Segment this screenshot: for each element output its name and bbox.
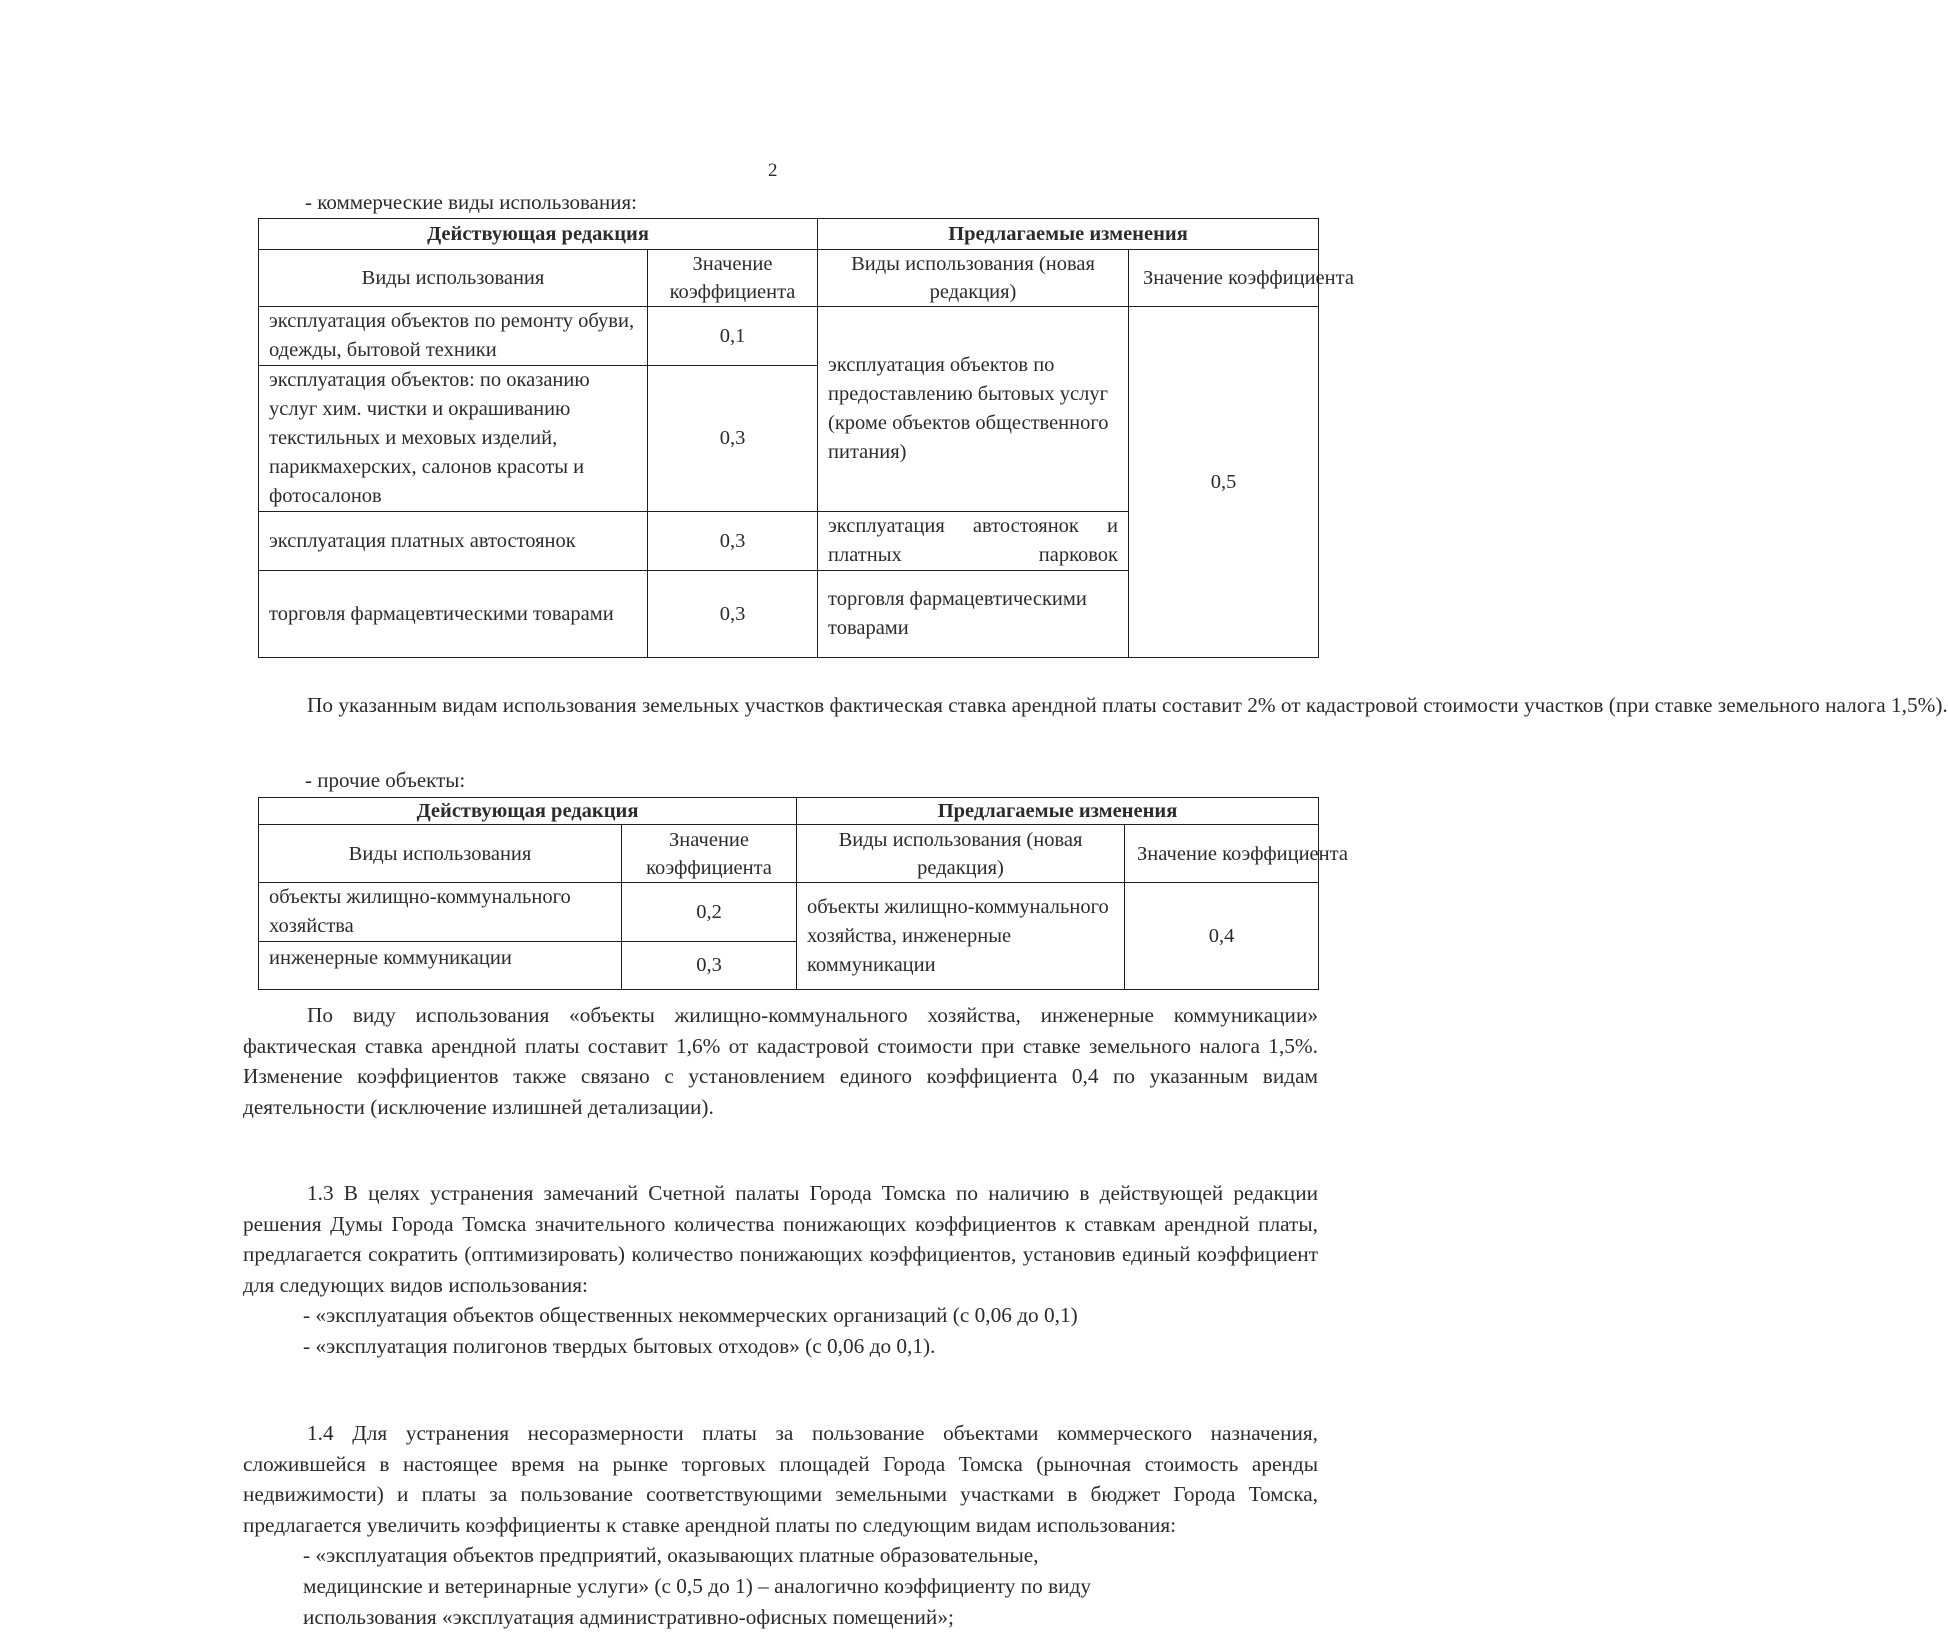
- page-number: 2: [768, 160, 778, 181]
- table-cell-new-use: эксплуатация объектов по предоставлению бытовых услуг (кроме объектов общественного питания): [818, 307, 1129, 512]
- header-proposed-changes: Предлагаемые изменения: [818, 219, 1319, 250]
- paragraph-text: По указанным видам использования земельных участков фактическая ставка арендной платы составит 2% от кадастровой стоимости участков (при ставке земельного налога 1,5%).: [307, 693, 1948, 717]
- section-label-commercial: - коммерческие виды использования:: [305, 190, 637, 214]
- table-cell-coefficient: 0,3: [648, 512, 818, 571]
- column-header-coefficient-new: Значение коэффициента: [1125, 825, 1319, 883]
- other-objects-coefficients-table: [258, 797, 1348, 990]
- column-header-use-new: Виды использования (новая редакция): [818, 250, 1129, 307]
- paragraph-rate-other: [243, 1000, 1318, 1122]
- list-item-continuation: использования «эксплуатация административно-офисных помещений»;: [303, 1604, 954, 1629]
- list-item: - «эксплуатация полигонов твердых бытовых отходов» (с 0,06 до 0,1).: [303, 1333, 936, 1358]
- list-item: - «эксплуатация объектов предприятий, оказывающих платные образовательные,: [303, 1543, 1039, 1568]
- column-header-use: Виды использования: [259, 250, 648, 307]
- table-cell-coefficient: 0,3: [648, 366, 818, 512]
- paragraph-text: 1.3 В целях устранения замечаний Счетной палаты Города Томска по наличию в действующей редакции решения Думы Города Томска значительного количества понижающих коэффициентов к ставкам арендной платы, предлагается сократить (оптимизировать) количество понижающих коэффициентов, установив единый коэффициент для следующих видов использования:: [243, 1181, 1318, 1297]
- table-cell-coefficient: 0,2: [622, 883, 797, 942]
- table-cell-coefficient: 0,3: [622, 942, 797, 990]
- column-header-coefficient-new: Значение коэффициента: [1129, 250, 1319, 307]
- commercial-coefficients-table: [258, 218, 1354, 658]
- list-item-continuation: медицинские и ветеринарные услуги» (с 0,5 до 1) – аналогично коэффициенту по виду: [303, 1573, 1092, 1598]
- table-cell-new-use: объекты жилищно-коммунального хозяйства, инженерные коммуникации: [797, 883, 1125, 990]
- table-cell-new-coefficient: 0,4: [1125, 883, 1319, 990]
- header-current-edition: Действующая редакция: [259, 219, 818, 250]
- paragraph-text: 1.4 Для устранения несоразмерности платы за пользование объектами коммерческого назначения, сложившейся в настоящее время на рынке торговых площадей Города Томска (рыночная стоимость аренды недвижимости) и платы за пользование соответствующими земельными участками в бюджет Города Томска, предлагается увеличить коэффициенты к ставке арендной платы по следующим видам использования:: [243, 1421, 1318, 1537]
- table-cell-use: эксплуатация объектов по ремонту обуви, одежды, бытовой техники: [259, 307, 648, 366]
- table-cell-new-coefficient: 0,5: [1129, 307, 1319, 658]
- table-cell-coefficient: 0,1: [648, 307, 818, 366]
- paragraph-1-3: [243, 1178, 1318, 1362]
- table-cell-new-use: торговля фармацевтическими товарами: [818, 571, 1129, 658]
- column-header-use-new: Виды использования (новая редакция): [797, 825, 1125, 883]
- table-cell-new-use: эксплуатация автостоянок и платных парковок: [818, 512, 1129, 571]
- table-cell-use: инженерные коммуникации: [259, 942, 622, 990]
- table-cell-use: эксплуатация платных автостоянок: [259, 512, 648, 571]
- list-item: - «эксплуатация объектов общественных некоммерческих организаций (с 0,06 до 0,1): [303, 1303, 1078, 1328]
- table-cell-use: торговля фармацевтическими товарами: [259, 571, 648, 658]
- section-label-other: - прочие объекты:: [305, 768, 466, 792]
- column-header-coefficient: Значение коэффициента: [622, 825, 797, 883]
- paragraph-1-4: [243, 1418, 1318, 1632]
- paragraph-text: По виду использования «объекты жилищно-коммунального хозяйства, инженерные коммуникации» фактическая ставка арендной платы составит 1,6% от кадастровой стоимости при ставке земельного налога 1,5%. Изменение коэффициентов также связано с установлением единого коэффициента 0,4 по указанным видам деятельности (исключение излишней детализации).: [243, 1003, 1318, 1119]
- header-current-edition: Действующая редакция: [259, 798, 797, 825]
- header-proposed-changes: Предлагаемые изменения: [797, 798, 1319, 825]
- column-header-use: Виды использования: [259, 825, 622, 883]
- table-cell-use: объекты жилищно-коммунального хозяйства: [259, 883, 622, 942]
- table-cell-coefficient: 0,3: [648, 571, 818, 658]
- table-cell-use: эксплуатация объектов: по оказанию услуг хим. чистки и окрашиванию текстильных и меховых изделий, парикмахерских, салонов красоты и фотосалонов: [259, 366, 648, 512]
- column-header-coefficient: Значение коэффициента: [648, 250, 818, 307]
- paragraph-rate-commercial: [243, 690, 1948, 721]
